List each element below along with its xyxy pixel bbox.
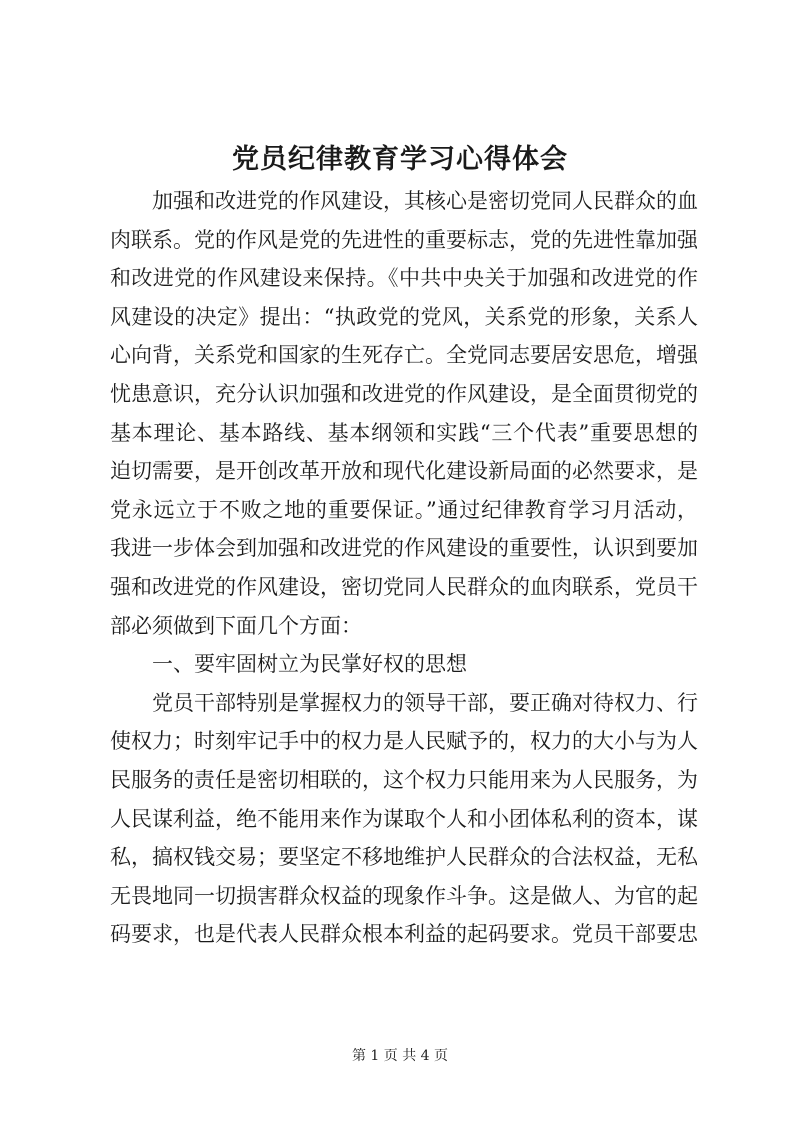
paragraph-section-1: 党员干部特别是掌握权力的领导干部，要正确对待权力、行使权力；时刻牢记手中的权力是人民赋予的，权力的大小与为人民服务的责任是密切相联的，这个权力只能用来为人民服务，为人民谋利益，绝不能用来作为谋取个人和小团体私利的资本，谋私，搞权钱交易；要坚定不移地维护人民群众的合法权益，无私无畏地同一切损害群众权益的现象作斗争。这是做人、为官的起码要求，也是代表人民群众根本利益的起码要求。党员干部要忠 xyxy=(110,690,698,947)
document-title: 党员纪律教育学习心得体会 xyxy=(232,144,568,175)
document-body xyxy=(110,182,698,954)
paragraph-intro: 加强和改进党的作风建设，其核心是密切党同人民群众的血肉联系。党的作风是党的先进性的重要标志，党的先进性靠加强和改进党的作风建设来保持。《中共中央关于加强和改进党的作风建设的决定》提出：“执政党的党风，关系党的形象，关系人心向背，关系党和国家的生死存亡。全党同志要居安思危，增强忧患意识，充分认识加强和改进党的作风建设，是全面贯彻党的基本理论、基本路线、基本纲领和实践“三个代表”重要思想的迫切需要，是开创改革开放和现代化建设新局面的必然要求，是党永远立于不败之地的重要保证。”通过纪律教育学习月活动，我进一步体会到加强和改进党的作风建设的重要性，认识到要加强和改进党的作风建设，密切党同人民群众的血肉联系，党员干部必须做到下面几个方面： xyxy=(110,189,698,638)
section-heading-1: 一、要牢固树立为民掌好权的思想 xyxy=(152,652,467,677)
page-footer: 第 1 页 共 4 页 xyxy=(351,1048,449,1064)
